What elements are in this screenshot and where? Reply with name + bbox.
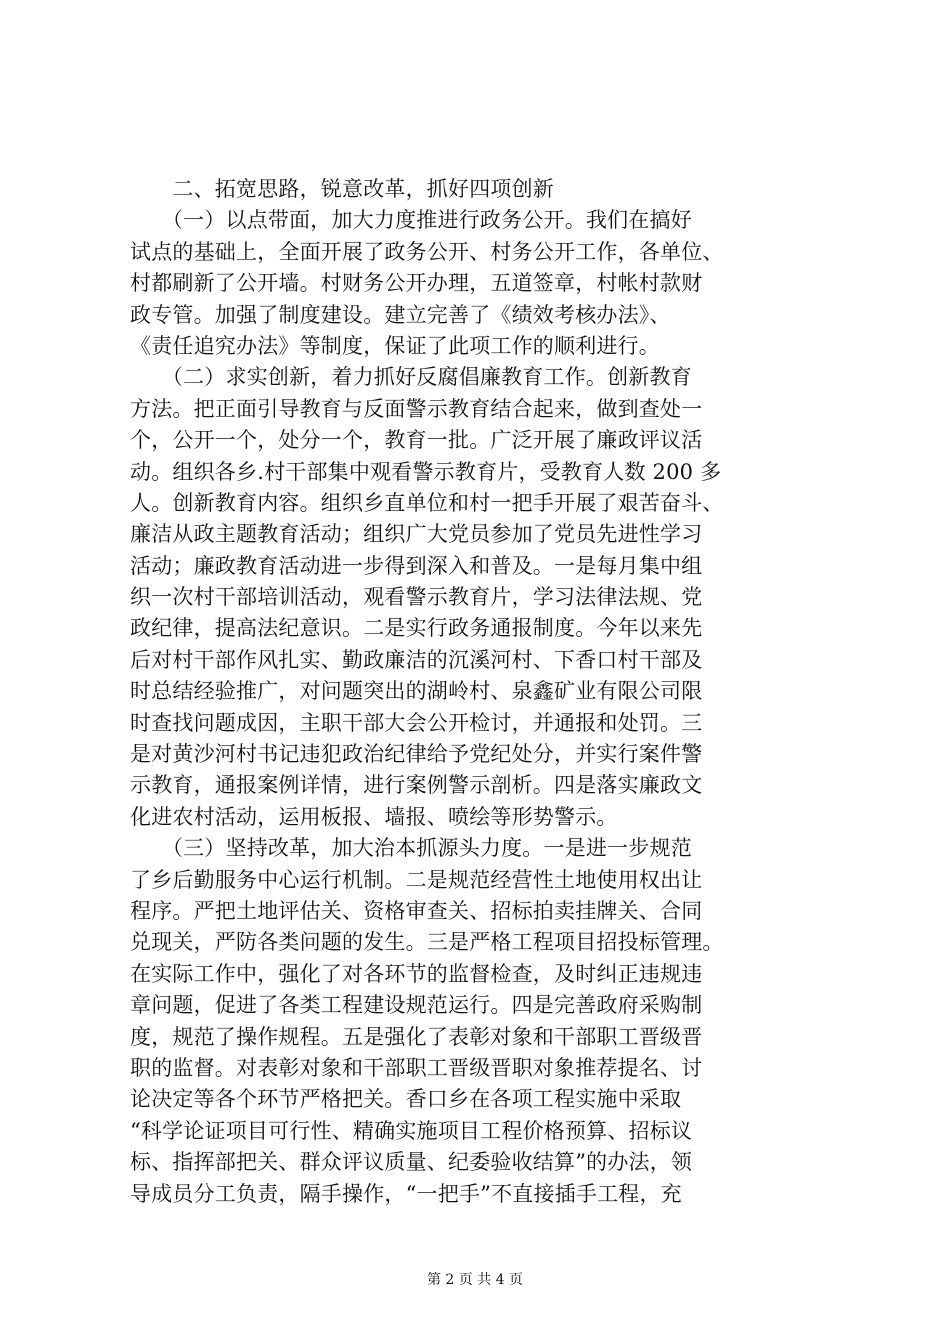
text-line: 政专管。加强了制度建设。建立完善了《绩效考核办法》、 — [130, 302, 671, 327]
text-line: 示教育，通报案例详情，进行案例警示剖析。四是落实廉政文 — [130, 773, 703, 798]
text-line: （二）求实创新，着力抓好反腐倡廉教育工作。创新教育 — [130, 365, 692, 390]
text-line: 标、指挥部把关、群众评议质量、纪委验收结算”的办法，领 — [130, 1150, 693, 1175]
text-line: 《责任追究办法》等制度，保证了此项工作的顺利进行。 — [130, 333, 660, 358]
text-line: 时查找问题成因，主职干部大会公开检讨，并通报和处罚。三 — [130, 710, 703, 735]
text-line: 导成员分工负责，隔手操作，“一把手”不直接插手工程，充 — [130, 1181, 682, 1206]
text-line: 职的监督。对表彰对象和干部职工晋级晋职对象推荐提名、讨 — [130, 1055, 703, 1080]
text-line: 后对村干部作风扎实、勤政廉洁的沉溪河村、下香口村干部及 — [130, 647, 703, 672]
document-body — [130, 174, 830, 1210]
text-line: 度，规范了操作规程。五是强化了表彰对象和干部职工晋级晋 — [130, 1024, 703, 1049]
text-line: 时总结经验推广，对问题突出的湖岭村、泉鑫矿业有限公司限 — [130, 679, 703, 704]
text-line: 个，公开一个，处分一个，教育一批。广泛开展了廉政评议活 — [130, 428, 703, 453]
text-line: （一）以点带面，加大力度推进行政务公开。我们在搞好 — [130, 208, 692, 233]
text-line: 兑现关，严防各类问题的发生。三是严格工程项目招投标管理。 — [130, 930, 724, 955]
text-line: 人。创新教育内容。组织乡直单位和村一把手开展了艰苦奋斗、 — [130, 490, 724, 515]
text-line: 论决定等各个环节严格把关。香口乡在各项工程实施中采取 — [130, 1087, 682, 1112]
text-line: 二、拓宽思路，锐意改革，抓好四项创新 — [130, 177, 554, 201]
text-line: 化进农村活动，运用板报、墙报、喷绘等形势警示。 — [130, 804, 618, 829]
text-line: “科学论证项目可行性、精确实施项目工程价格预算、招标议 — [130, 1118, 693, 1143]
text-line: 试点的基础上，全面开展了政务公开、村务公开工作，各单位、 — [130, 239, 724, 264]
text-line: 村都刷新了公开墙。村财务公开办理，五道签章，村帐村款财 — [130, 271, 703, 296]
text-line: 方法。把正面引导教育与反面警示教育结合起来，做到查处一 — [130, 396, 703, 421]
text-line: 是对黄沙河村书记违犯政治纪律给予党纪处分，并实行案件警 — [130, 742, 703, 767]
text-line: 动。组织各乡.村干部集中观看警示教育片，受教育人数 200 多 — [130, 459, 722, 484]
text-line: 了乡后勤服务中心运行机制。二是规范经营性土地使用权出让 — [130, 867, 703, 892]
text-line: （三）坚持改革，加大治本抓源头力度。一是进一步规范 — [130, 836, 692, 861]
text-line: 在实际工作中，强化了对各环节的监督检查，及时纠正违规违 — [130, 961, 703, 986]
text-line: 廉洁从政主题教育活动；组织广大党员参加了党员先进性学习 — [130, 522, 703, 547]
text-line: 程序。严把土地评估关、资格审查关、招标拍卖挂牌关、合同 — [130, 898, 703, 923]
text-line: 章问题，促进了各类工程建设规范运行。四是完善政府采购制 — [130, 993, 703, 1018]
text-line: 活动；廉政教育活动进一步得到深入和普及。一是每月集中组 — [130, 553, 703, 578]
page-number-footer: 第 2 页 共 4 页 — [426, 1272, 524, 1288]
text-line: 织一次村干部培训活动，观看警示教育片，学习法律法规、党 — [130, 585, 703, 610]
text-line: 政纪律，提高法纪意识。二是实行政务通报制度。今年以来先 — [130, 616, 703, 641]
